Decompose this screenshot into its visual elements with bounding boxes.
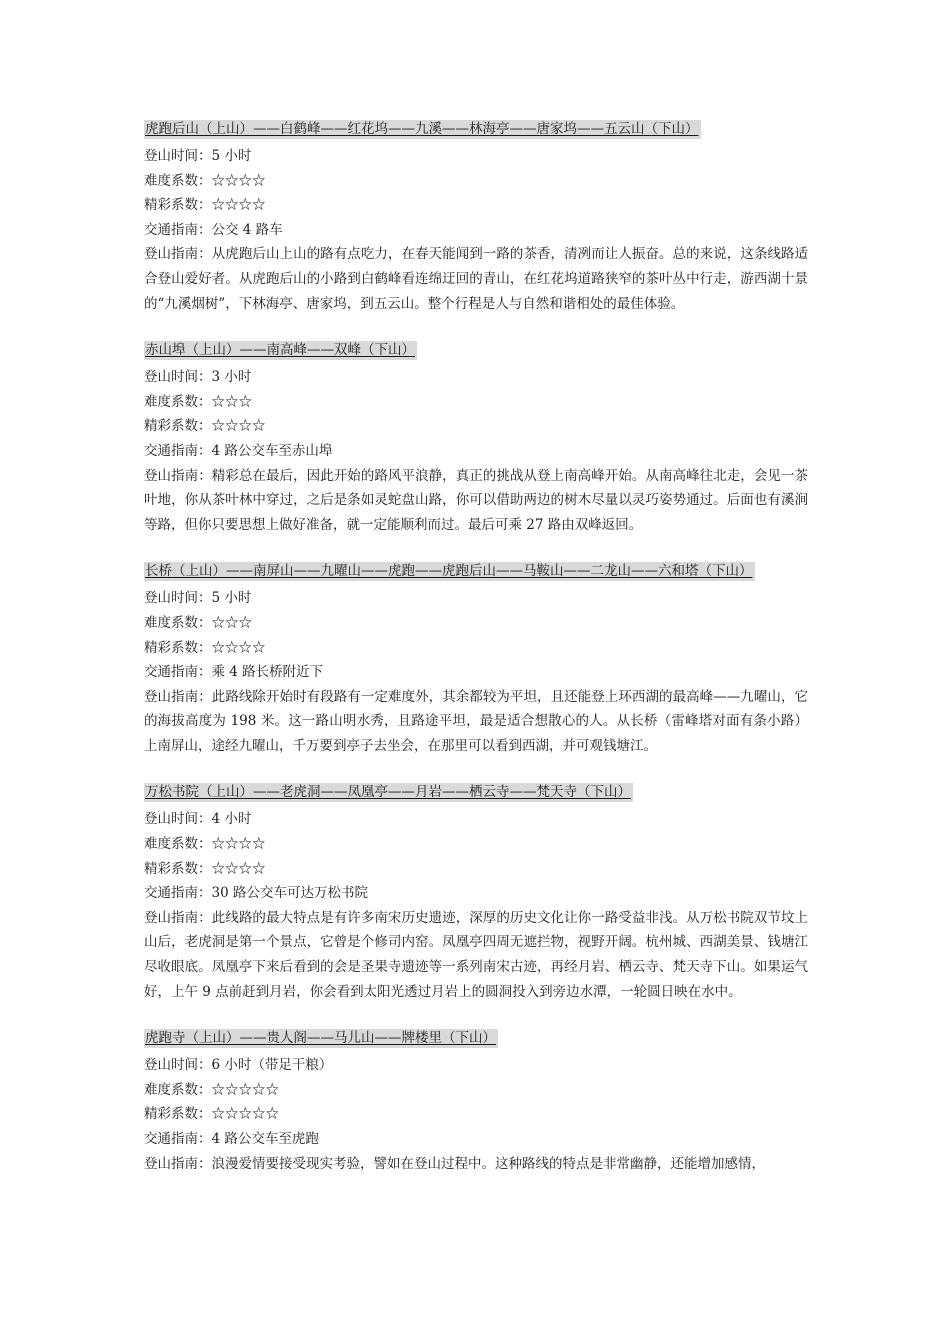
transport-guide: 交通指南：30 路公交车可达万松书院 [144, 885, 368, 902]
route-5 [144, 1027, 808, 1176]
climb-guide: 登山指南：精彩总在最后，因此开始的路风平浪静，真正的挑战从登上南高峰开始。从南高峰往北走，会见一茶叶地，你从茶叶林中穿过，之后是条如灵蛇盘山路，你可以借助两边的树木尽量以灵巧姿势通过。后面也有溪涧等路，但你只要思想上做好准备，就一定能顺利而过。最后可乘 27 路由双峰返回。 [144, 467, 808, 533]
difficulty-rating: 难度系数：☆☆☆ [144, 614, 252, 631]
highlight-rating: 精彩系数：☆☆☆☆ [144, 860, 266, 877]
route-3 [144, 560, 808, 758]
transport-guide: 交通指南：4 路公交车至虎跑 [144, 1131, 319, 1147]
climb-time: 登山时间：6 小时（带足干粮） [144, 1057, 333, 1074]
document-page [144, 118, 808, 1199]
highlight-rating: 精彩系数：☆☆☆☆ [144, 639, 266, 656]
route-title: 万松书院（上山）——老虎洞——凤凰亭——月岩——栖云寺——梵天寺（下山） [145, 784, 631, 801]
highlight-rating: 精彩系数：☆☆☆☆ [144, 418, 266, 435]
climb-guide: 登山指南：此路线除开始时有段路有一定难度外，其余都较为平坦，且还能登上环西湖的最高峰——九曜山，它的海拔高度为 198 米。这一路山明水秀，且路途平坦，最是适合想散心的人。从长桥（雷峰塔对面有条小路）上南屏山，途经九曜山，千万要到亭子去坐会，在那里可以看到西湖，并可观钱塘江。 [144, 688, 808, 754]
highlight-rating: 精彩系数：☆☆☆☆ [144, 197, 266, 214]
route-1 [144, 118, 808, 316]
route-title: 赤山埠（上山）——南高峰——双峰（下山） [145, 342, 415, 359]
difficulty-rating: 难度系数：☆☆☆☆☆ [144, 1081, 279, 1098]
transport-guide: 交通指南：乘 4 路长桥附近下 [144, 664, 324, 681]
climb-time: 登山时间：4 小时 [144, 811, 252, 828]
route-title: 长桥（上山）——南屏山——九曜山——虎跑——虎跑后山——马鞍山——二龙山——六和塔（下山） [145, 563, 753, 580]
route-4 [144, 781, 808, 1004]
climb-guide: 登山指南：从虎跑后山上山的路有点吃力，在春天能闻到一路的茶香，清冽而让人振奋。总的来说，这条线路适合登山爱好者。从虎跑后山的小路到白鹤峰看连绵迂回的青山，在红花坞道路狭窄的茶叶丛中行走，游西湖十景的“九溪烟树”，下林海亭、唐家坞，到五云山。整个行程是人与自然和谐相处的最佳体验。 [144, 246, 808, 312]
climb-time: 登山时间：5 小时 [144, 148, 252, 164]
route-title: 虎跑寺（上山）——贵人阁——马儿山——牌楼里（下山） [145, 1030, 496, 1047]
difficulty-rating: 难度系数：☆☆☆☆ [144, 836, 266, 853]
highlight-rating: 精彩系数：☆☆☆☆☆ [144, 1106, 279, 1123]
difficulty-rating: 难度系数：☆☆☆ [144, 393, 252, 410]
difficulty-rating: 难度系数：☆☆☆☆ [144, 172, 266, 189]
climb-time: 登山时间：3 小时 [144, 369, 252, 386]
climb-time: 登山时间：5 小时 [144, 590, 252, 607]
climb-guide: 登山指南：浪漫爱情要接受现实考验，譬如在登山过程中。这种路线的特点是非常幽静，还能增加感情， [144, 1155, 765, 1172]
transport-guide: 交通指南：4 路公交车至赤山埠 [144, 442, 333, 459]
climb-guide: 登山指南：此线路的最大特点是有许多南宋历史遗迹，深厚的历史文化让你一路受益非浅。从万松书院双节坟上山后，老虎洞是第一个景点，它曾是个修司内窑。凤凰亭四周无遮拦物，视野开阔。杭州城、西湖美景、钱塘江尽收眼底。凤凰亭下来后看到的会是圣果寺遗迹等一系列南宋古迹，再经月岩、栖云寺、梵天寺下山。如果运气好，上午 9 点前赶到月岩，你会看到太阳光透过月岩上的圆洞投入到旁边水潭，一轮圆日映在水中。 [144, 909, 808, 1000]
route-title: 虎跑后山（上山）——白鹤峰——红花坞——九溪——林海亭——唐家坞——五云山（下山） [145, 121, 699, 137]
route-2 [144, 339, 808, 537]
transport-guide: 交通指南：公交 4 路车 [144, 221, 283, 238]
